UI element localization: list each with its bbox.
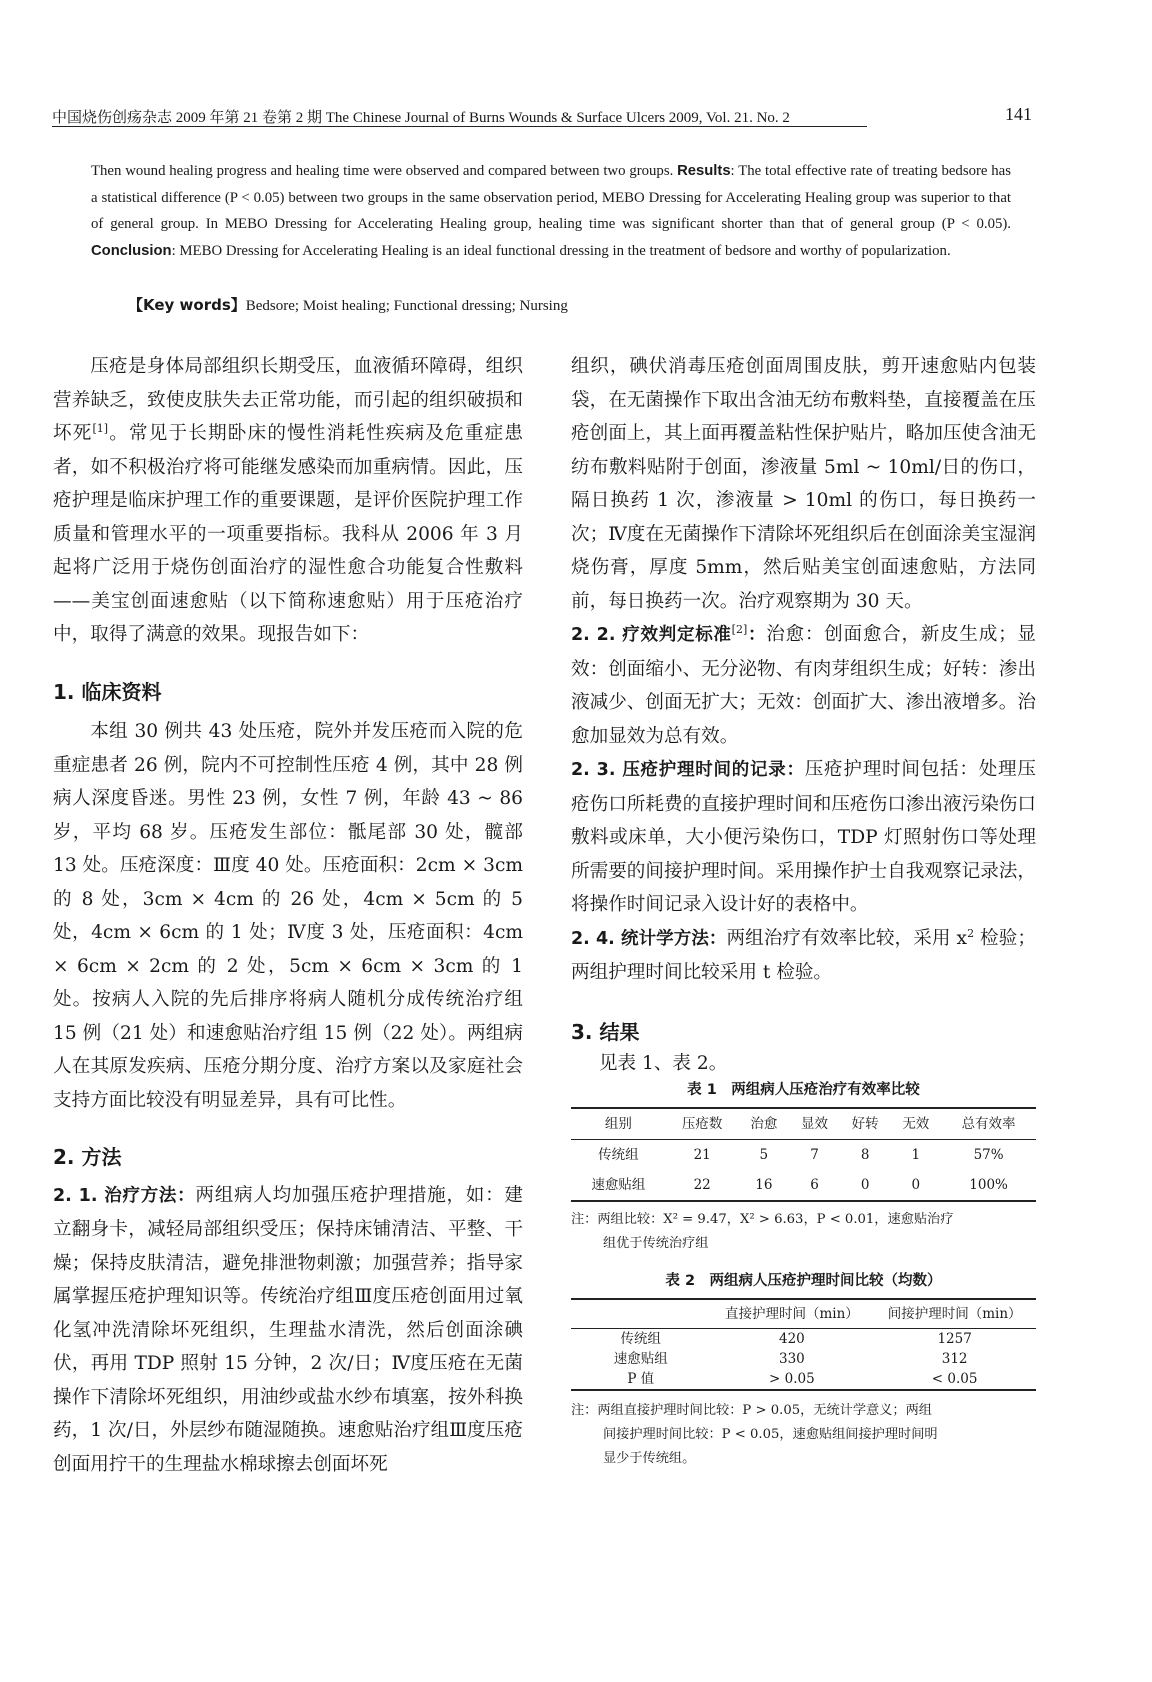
table-1-header: 治愈 [739,1108,790,1140]
table-cell: 22 [693,1177,711,1193]
section-2-1-label: 2. 1. 治疗方法： [53,1185,196,1206]
section-2-4-paragraph [571,922,1036,990]
chi-square-superscript: 2 [967,926,975,940]
keywords-line [128,294,1008,315]
table-2-caption: 表 2 两组病人压疮护理时间比较（均数） [665,1273,942,1289]
table-cell: 传统组 [598,1147,639,1163]
table-2-note-line-2: 间接护理时间比较：P < 0.05，速愈贴组间接护理时间明 [603,1427,938,1442]
section-3-heading: 3. 结果 [571,1019,640,1044]
table-cell: P 值 [627,1371,655,1387]
section-2-4-text-a: 两组治疗有效率比较，采用 x [726,927,968,949]
intro-text-b: 。常见于长期卧床的慢性消耗性疾病及危重症患者，如不积极治疗将可能继发感染而加重病情。因此，压疮护理是临床护理工作的重要课题，是评价医院护理工作质量和管理水平的一项重要指标。我科从 2006 年 3 月起将广泛用于烧伤创面治疗的湿性愈合功能复合性敷料——美宝创面速愈贴（以下简称速愈贴）用于压疮治疗中，取得了满意的效果。现报告如下： [53,423,523,645]
section-2-heading: 2. 方法 [53,1145,122,1169]
results-label: Results [677,163,731,179]
table-cell: 330 [778,1351,805,1367]
left-column [53,350,523,1481]
table-1 [571,1107,1036,1202]
abstract-text-1: Then wound healing progress and healing time were observed and compared between two groups. [91,163,678,179]
table-1-header: 显效 [789,1108,840,1140]
section-1-heading: 1. 临床资料 [53,679,162,704]
table-cell: 21 [693,1147,711,1163]
table-cell: 7 [810,1147,819,1163]
journal-running-title: 中国烧伤创疡杂志 2009 年第 21 卷第 2 期 The Chinese Journal of Burns Wounds & Surface Ulcers 2009, Vol. 21. No. 2 [52,110,790,126]
table-row [571,1369,1036,1390]
section-2-4-text-b: 检验；两组护理时间比较采用 t 检验。 [571,927,1036,983]
table-cell: 5 [759,1147,769,1163]
running-header [52,104,1032,128]
section-2-1-text: 两组病人均加强压疮护理措施，如：建立翻身卡，减轻局部组织受压；保持床铺清洁、平整、干燥；保持皮肤清洁，避免排泄物刺激；加强营养；指导家属掌握压疮护理知识等。传统治疗组Ⅲ度压疮创面用过氧化氢冲洗清除坏死组织，生理盐水清洗，然后创面涂碘伏，再用 TDP 照射 15 分钟，2 次/日；Ⅳ度压疮在无菌操作下清除坏死组织，用油纱或盐水纱布填塞，按外科换药，1 次/日，外层纱布随湿随换。速愈贴治疗组Ⅲ度压疮创面用拧干的生理盐水棉球擦去创面坏死 [53,1184,523,1475]
table-row [571,1349,1036,1369]
table-row [571,1140,1036,1171]
table-cell: 6 [810,1177,819,1193]
table-1-header: 压疮数 [666,1108,739,1140]
section-2-2-text: 治愈：创面愈合，新皮生成；显效：创面缩小、无分泌物、有肉芽组织生成；好转：渗出液减少、创面无扩大；无效：创面扩大、渗出液增多。治愈加显效为总有效。 [571,624,1036,747]
table-cell: 1 [911,1147,921,1163]
table-cell: 0 [860,1177,870,1193]
section-2-2-label: 2. 2. 疗效判定标准 [571,625,732,645]
section-2-2-paragraph [571,618,1036,753]
reference-2: [2] [731,622,748,636]
table-2-note [571,1399,1036,1471]
table-cell: 0 [911,1177,921,1193]
table-2-header: 间接护理时间（min） [873,1299,1036,1329]
table-cell: 312 [941,1351,968,1367]
header-rule [52,126,867,127]
abstract-text-2: : The total effective rate of treating bedsore has a statistical difference (P < 0.05) between two groups in the same observation period, MEBO Dressing for Accelerating Healing group was superior to that of general group. In MEBO Dressing for Accelerating Healing group, healing time was significant shorter than that of general group (P < 0.05). [91,163,1011,232]
table-cell: < 0.05 [931,1371,978,1387]
reference-1: [1] [92,421,109,435]
section-2-2-colon: ： [747,625,767,645]
table-2-note-line-1: 注：两组直接护理时间比较：P > 0.05，无统计学意义；两组 [571,1403,932,1418]
section-2-4-label: 2. 4. 统计学方法： [571,928,727,949]
page-number: 141 [1005,104,1032,124]
intro-text-a: 压疮是身体局部组织长期受压，血液循环障碍，组织营养缺乏，致使皮肤失去正常功能，而引起的组织破损和坏死 [53,356,523,444]
table-1-header-row [571,1108,1036,1140]
intro-paragraph [53,350,523,652]
table-cell: 1257 [937,1331,972,1347]
table-cell: 传统组 [620,1331,661,1347]
table-cell: > 0.05 [769,1371,815,1387]
table-2-header [571,1299,711,1329]
abstract-text-3: : MEBO Dressing for Accelerating Healing is an ideal functional dressing in the treatment of bedsore and worthy of popularization. [171,242,951,259]
table-cell: 57% [973,1147,1004,1163]
table-1-note-line-2: 组优于传统治疗组 [603,1236,709,1251]
table-cell: 速愈贴组 [591,1177,646,1193]
section-2-3-label: 2. 3. 压疮护理时间的记录： [571,760,805,780]
table-cell: 8 [860,1147,870,1163]
right-column [571,350,1036,1471]
section-2-3-text: 压疮护理时间包括：处理压疮伤口所耗费的直接护理时间和压疮伤口渗出液污染伤口敷料或床单，大小便污染伤口，TDP 灯照射伤口等处理所需要的间接护理时间。采用操作护士自我观察记录法，将操作时间记录入设计好的表格中。 [571,759,1036,915]
table-row [571,1329,1036,1350]
table-2-note-line-3: 显少于传统组。 [603,1451,696,1466]
table-1-caption: 表 1 两组病人压疮治疗有效率比较 [687,1082,920,1098]
section-2-3-paragraph [571,753,1036,922]
section-3-text: 见表 1、表 2。 [598,1053,728,1074]
table-2-header: 直接护理时间（min） [711,1299,874,1329]
table-cell: 420 [778,1331,805,1347]
english-abstract [91,158,1011,264]
section-2-1-paragraph [53,1179,523,1482]
table-1-header: 组别 [571,1108,666,1140]
keywords-text: Bedsore; Moist healing; Functional dressing; Nursing [245,298,568,314]
table-row [571,1170,1036,1201]
table-cell: 16 [755,1177,773,1193]
section-1-paragraph: 本组 30 例共 43 处压疮，院外并发压疮而入院的危重症患者 26 例，院内不可控制性压疮 4 例，其中 28 例病人深度昏迷。男性 23 例，女性 7 例，年龄 43 ~ 86 岁，平均 68 岁。压疮发生部位：骶尾部 30 处，髋部 13 处。压疮深度：Ⅲ度 40 处。压疮面积：2cm × 3cm 的 8 处，3cm × 4cm 的 26 处，4cm × 5cm 的 5 处，4cm × 6cm 的 1 处；Ⅳ度 3 处，压疮面积：4cm × 6cm × 2cm 的 2 处，5cm × 6cm × 3cm 的 1 处。按病人入院的先后排序将病人随机分成传统治疗组 15 例（21 处）和速愈贴治疗组 15 例（22 处）。两组病人在其原发疾病、压疮分期分度、治疗方案以及家庭社会支持方面比较没有明显差异，具有可比性。 [53,721,523,1111]
table-2-header-row [571,1299,1036,1329]
conclusion-label: Conclusion [91,242,172,259]
method-continuation: 组织，碘伏消毒压疮创面周围皮肤，剪开速愈贴内包装袋，在无菌操作下取出含油无纺布敷料垫，直接覆盖在压疮创面上，其上面再覆盖粘性保护贴片，略加压使含油无纺布敷料贴附于创面，渗液量 5ml ~ 10ml/日的伤口，隔日换药 1 次，渗液量 > 10ml 的伤口，每日换药一次；Ⅳ度在无菌操作下清除坏死组织后在创面涂美宝湿润烧伤膏，厚度 5mm，然后贴美宝创面速愈贴，方法同前，每日换药一次。治疗观察期为 30 天。 [571,356,1036,612]
keywords-label: 【Key words】 [128,296,246,314]
table-2 [571,1298,1036,1391]
table-cell: 100% [969,1177,1008,1193]
table-1-header: 好转 [840,1108,891,1140]
table-1-header: 总有效率 [941,1108,1036,1140]
table-cell: 速愈贴组 [613,1351,668,1367]
table-1-header: 无效 [890,1108,941,1140]
table-1-note-line-1: 注：两组比较：X² = 9.47，X² > 6.63，P < 0.01，速愈贴治疗 [571,1212,954,1227]
table-1-note [571,1208,1036,1256]
